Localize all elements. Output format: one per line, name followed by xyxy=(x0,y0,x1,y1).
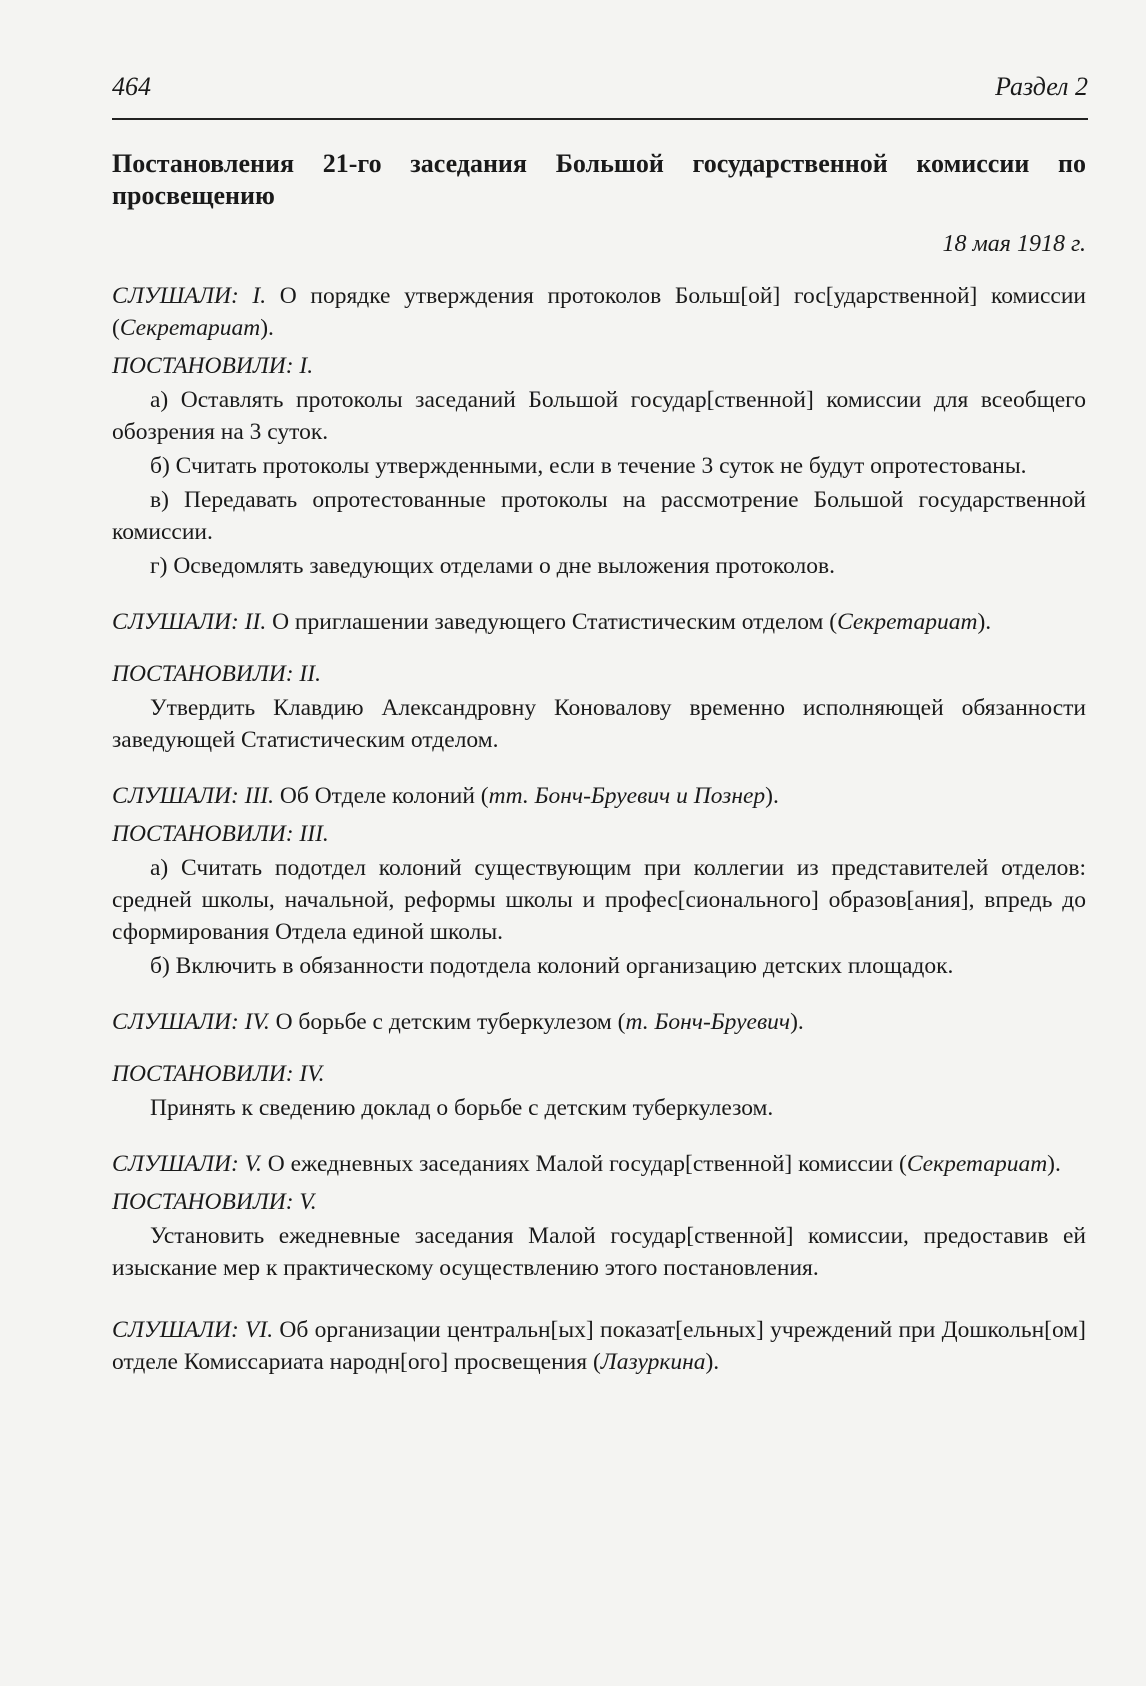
resolution-item: б) Считать протоколы утвержденными, если в течение 3 суток не будут опротестованы. xyxy=(150,453,1027,479)
resolution-item: а) Оставлять протоколы заседаний Большой государ[ственной] комиссии для всеобщего обозрения на 3 суток. xyxy=(112,387,1086,445)
heard-label: СЛУШАЛИ: VI. xyxy=(112,1317,274,1343)
resolved-label-3: ПОСТАНОВИЛИ: III. xyxy=(112,821,329,847)
heard-item-2: СЛУШАЛИ: II. О приглашении заведующего Статистическим отделом (Секретариат). xyxy=(112,609,992,635)
document-body xyxy=(112,148,1086,1378)
document-date: 18 мая 1918 г. xyxy=(942,231,1086,257)
speaker: т. Бонч-Бруевич xyxy=(625,1009,791,1035)
resolved-label-1: ПОСТАНОВИЛИ: I. xyxy=(112,353,314,379)
heard-label: СЛУШАЛИ: III. xyxy=(112,783,275,809)
resolution-item: в) Передавать опротестованные протоколы на рассмотрение Большой государственной комиссии. xyxy=(112,487,1086,545)
speaker: Лазуркина xyxy=(600,1349,706,1375)
heard-item-5: СЛУШАЛИ: V. О ежедневных заседаниях Малой государ[ственной] комиссии (Секретариат). xyxy=(112,1151,1061,1177)
page-number: 464 xyxy=(112,72,151,101)
document-title: Постановления 21-го заседания Большой государственной комиссии по просвещению xyxy=(112,149,1086,210)
resolved-label-4: ПОСТАНОВИЛИ: IV. xyxy=(112,1061,325,1087)
resolution-item: а) Считать подотдел колоний существующим при коллегии из представителей отделов: средней школы, начальной, реформы школы и профес[сионального] образов[ания], впредь до сформирования Отдела единой школы. xyxy=(112,855,1086,945)
speaker: тт. Бонч-Бруевич и Познер xyxy=(488,783,766,809)
heard-label: СЛУШАЛИ: V. xyxy=(112,1151,262,1177)
heard-item-6: СЛУШАЛИ: VI. Об организации центральн[ых] показат[ельных] учреждений при Дошкольн[ом] отделе Комиссариата народн[ого] просвещения (Лазуркина). xyxy=(112,1317,1086,1375)
speaker: Секретариат xyxy=(906,1151,1048,1177)
resolution-item: б) Включить в обязанности подотдела колоний организацию детских площадок. xyxy=(150,953,954,979)
resolution-item: г) Осведомлять заведующих отделами о дне выложения протоколов. xyxy=(150,553,835,579)
heard-label: СЛУШАЛИ: I. xyxy=(112,283,267,309)
resolution-item: Утвердить Клавдию Александровну Коновалову временно исполняющей обязанности заведующей Статистическим отделом. xyxy=(112,695,1086,753)
resolution-item: Принять к сведению доклад о борьбе с детским туберкулезом. xyxy=(150,1095,774,1121)
running-header xyxy=(112,72,1088,102)
heard-item-3: СЛУШАЛИ: III. Об Отделе колоний (тт. Бонч-Бруевич и Познер). xyxy=(112,783,779,809)
heard-label: СЛУШАЛИ: II. xyxy=(112,609,267,635)
heard-label: СЛУШАЛИ: IV. xyxy=(112,1009,270,1035)
heard-item-1: СЛУШАЛИ: I. О порядке утверждения протоколов Больш[ой] гос[ударственной] комиссии (Секретариат). xyxy=(112,283,1086,341)
resolved-label-5: ПОСТАНОВИЛИ: V. xyxy=(112,1189,317,1215)
speaker: Секретариат xyxy=(837,609,978,635)
section-title: Раздел 2 xyxy=(995,72,1088,101)
resolution-item: Установить ежедневные заседания Малой государ[ственной] комиссии, предоставив ей изыскание мер к практическому осуществлению этого постановления. xyxy=(112,1223,1086,1281)
speaker: Секретариат xyxy=(119,315,261,341)
header-rule xyxy=(112,118,1088,120)
resolved-label-2: ПОСТАНОВИЛИ: II. xyxy=(112,661,321,687)
heard-item-4: СЛУШАЛИ: IV. О борьбе с детским туберкулезом (т. Бонч-Бруевич). xyxy=(112,1009,804,1035)
